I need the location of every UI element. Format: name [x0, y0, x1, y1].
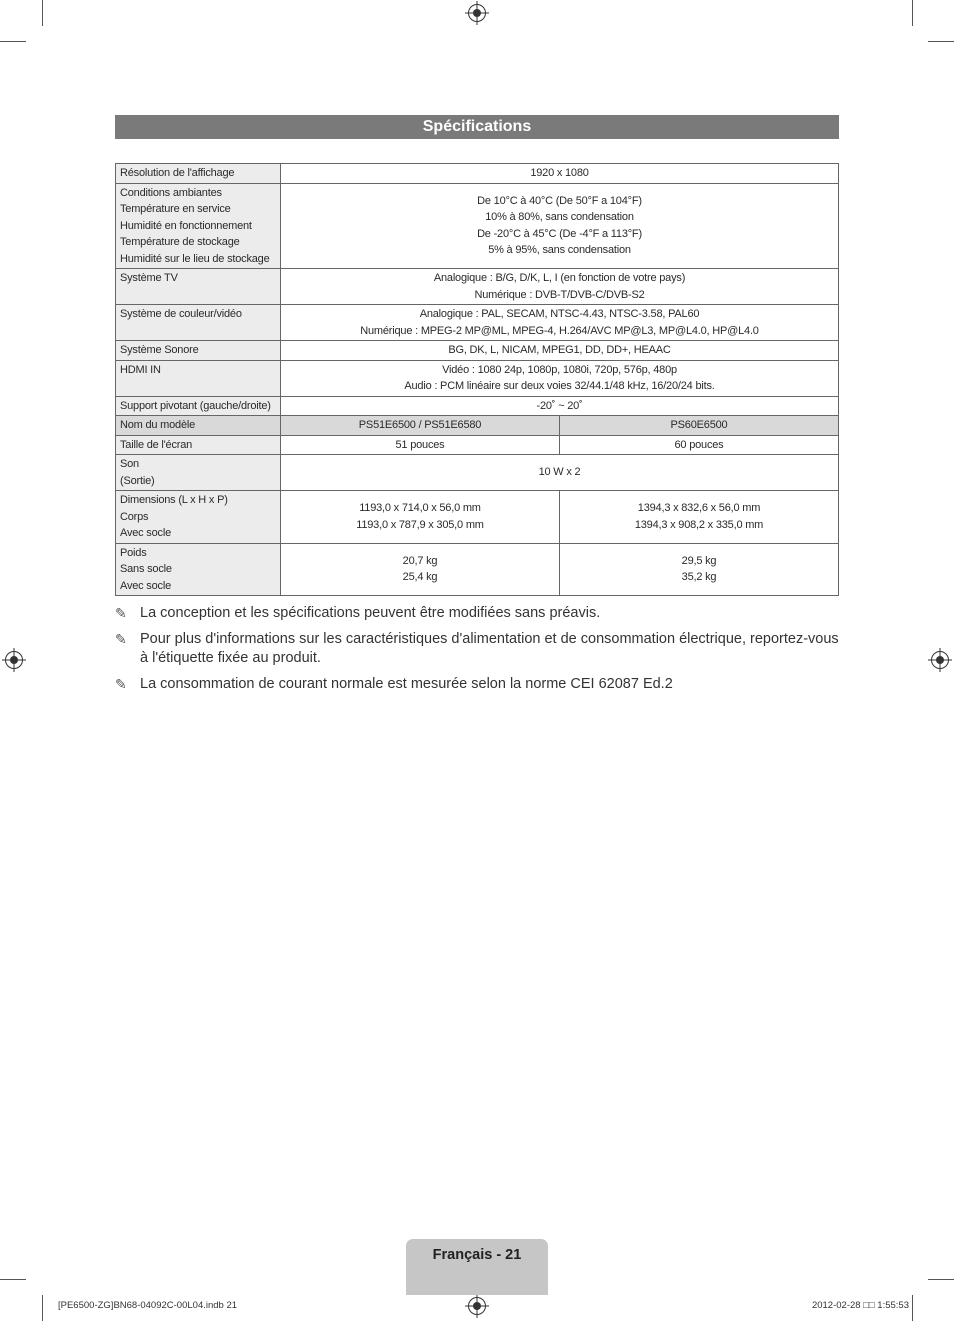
spec-row [116, 396, 839, 416]
spec-label-line: Système TV [120, 272, 178, 284]
note-item: ✎ Pour plus d'informations sur les caractéristiques d'alimentation et de consommation électrique, reportez-vous à l'étiquette fixée au produit. [115, 631, 839, 666]
crop-mark [42, 0, 43, 26]
spec-value-line: 1920 x 1080 [530, 167, 589, 179]
spec-label [116, 491, 281, 544]
spec-value [281, 341, 839, 361]
spec-row [116, 269, 839, 305]
spec-label-line: Système de couleur/vidéo [120, 308, 242, 320]
spec-label-line: Avec socle [120, 527, 171, 539]
print-slug-right: 2012-02-28 □□ 1:55:53 [811, 1300, 909, 1311]
spec-row [116, 164, 839, 184]
spec-value-line: PS60E6500 [670, 419, 728, 431]
spec-value-line: 5% à 95%, sans condensation [488, 244, 631, 257]
spec-value-line: 10% à 80%, sans condensation [485, 211, 634, 224]
spec-label [116, 543, 281, 596]
spec-value-line: -20˚ ~ 20˚ [536, 399, 583, 412]
spec-value-line: 60 pouces [674, 438, 724, 451]
spec-label-line: Système Sonore [120, 344, 199, 356]
spec-value [560, 435, 839, 455]
crop-mark [912, 0, 913, 26]
spec-value-line: 29,5 kg [681, 554, 717, 567]
spec-value-line: BG, DK, L, NICAM, MPEG1, DD, DD+, HEAAC [448, 344, 671, 356]
crop-mark [928, 41, 954, 42]
print-slug-left: [PE6500-ZG]BN68-04092C-00L04.indb 21 [58, 1300, 238, 1311]
spec-value-line: Analogique : PAL, SECAM, NTSC-4.43, NTSC-3.58, PAL60 [419, 308, 700, 320]
spec-label-line: Résolution de l'affichage [120, 167, 235, 179]
spec-label [116, 183, 281, 269]
section-title: Spécifications [115, 115, 839, 139]
spec-value [560, 491, 839, 544]
spec-row [116, 183, 839, 269]
spec-row [116, 455, 839, 491]
crop-mark [0, 1279, 26, 1280]
spec-value-line: 1394,3 x 832,6 x 56,0 mm [637, 502, 761, 515]
spec-label-line: Nom du modèle [120, 419, 196, 431]
spec-value-line: Numérique : MPEG-2 MP@ML, MPEG-4, H.264/AVC MP@L3, MP@L4.0, HP@L4.0 [360, 324, 759, 337]
pencil-note-icon: ✎ [115, 605, 127, 621]
spec-label [116, 305, 281, 341]
spec-value-line: 20,7 kg [402, 554, 438, 567]
spec-label [116, 416, 281, 436]
spec-value-line: Numérique : DVB-T/DVB-C/DVB-S2 [474, 288, 645, 301]
spec-label-line: (Sortie) [120, 474, 155, 487]
spec-row [116, 360, 839, 396]
note-item: ✎ La consommation de courant normale est mesurée selon la norme CEI 62087 Ed.2 [115, 676, 673, 692]
spec-label-line: Corps [120, 510, 149, 523]
spec-label-line: Humidité sur le lieu de stockage [120, 252, 270, 265]
spec-label-line: Son [120, 458, 139, 470]
spec-value-line: 35,2 kg [681, 571, 717, 584]
spec-label-line: Conditions ambiantes [120, 186, 222, 199]
spec-label-line: Température de stockage [120, 236, 240, 248]
spec-value [281, 435, 560, 455]
spec-value-line: De 10°C à 40°C (De 50°F a 104°F) [477, 194, 642, 207]
spec-label-line: Dimensions (L x H x P) [120, 494, 228, 506]
crop-mark [928, 1279, 954, 1280]
spec-label-line: HDMI IN [120, 363, 161, 376]
spec-value [281, 491, 560, 544]
spec-value [281, 164, 839, 184]
spec-value-line: Vidéo : 1080 24p, 1080p, 1080i, 720p, 576p, 480p [442, 363, 677, 376]
spec-label-line: Humidité en fonctionnement [120, 219, 252, 232]
spec-label [116, 396, 281, 416]
spec-value [281, 183, 839, 269]
spec-value-line: PS51E6500 / PS51E6580 [358, 419, 482, 431]
spec-label-line: Avec socle [120, 579, 171, 592]
registration-mark-icon [468, 1297, 486, 1315]
spec-label-line: Support pivotant (gauche/droite) [120, 399, 271, 412]
spec-value [281, 269, 839, 305]
registration-mark-icon [468, 4, 486, 22]
spec-value [281, 455, 839, 491]
spec-value-line: 10 W x 2 [538, 466, 581, 479]
spec-value-line: Audio : PCM linéaire sur deux voies 32/44.1/48 kHz, 16/20/24 bits. [404, 380, 715, 392]
spec-value [281, 543, 560, 596]
registration-mark-icon [5, 651, 23, 669]
spec-value [560, 543, 839, 596]
spec-label-line: Sans socle [120, 563, 172, 575]
spec-label-line: Taille de l'écran [120, 438, 193, 451]
page-number-tab: Français - 21 [406, 1239, 548, 1295]
spec-row [116, 305, 839, 341]
crop-mark [912, 1295, 913, 1321]
notes-list [115, 604, 839, 701]
spec-value-line: Analogique : B/G, D/K, L, I (en fonction de votre pays) [433, 272, 686, 284]
spec-value-line: 1394,3 x 908,2 x 335,0 mm [634, 518, 764, 531]
spec-label-line: Température en service [120, 203, 231, 215]
spec-value-line: 1193,0 x 714,0 x 56,0 mm [359, 502, 481, 515]
spec-label [116, 341, 281, 361]
spec-label [116, 435, 281, 455]
pencil-note-icon: ✎ [115, 631, 127, 647]
pencil-note-icon: ✎ [115, 676, 127, 692]
spec-label [116, 164, 281, 184]
spec-label [116, 455, 281, 491]
spec-row [116, 341, 839, 361]
spec-value-line: 25,4 kg [402, 571, 438, 584]
spec-value [281, 360, 839, 396]
spec-label [116, 269, 281, 305]
spec-value-line: De -20°C à 45°C (De -4°F a 113°F) [477, 227, 642, 240]
spec-label-line: Poids [120, 546, 147, 559]
spec-label [116, 360, 281, 396]
note-item: ✎ La conception et les spécifications peuvent être modifiées sans préavis. [115, 605, 601, 621]
spec-value [560, 416, 839, 436]
spec-row [116, 416, 839, 436]
spec-value [281, 305, 839, 341]
spec-value [281, 416, 560, 436]
spec-row [116, 435, 839, 455]
registration-mark-icon [931, 651, 949, 669]
spec-value [281, 396, 839, 416]
spec-row [116, 543, 839, 596]
spec-value-line: 1193,0 x 787,9 x 305,0 mm [356, 518, 484, 531]
spec-row [116, 491, 839, 544]
crop-mark [0, 41, 26, 42]
spec-value-line: 51 pouces [395, 438, 445, 451]
specifications-table [115, 163, 839, 596]
crop-mark [42, 1295, 43, 1321]
